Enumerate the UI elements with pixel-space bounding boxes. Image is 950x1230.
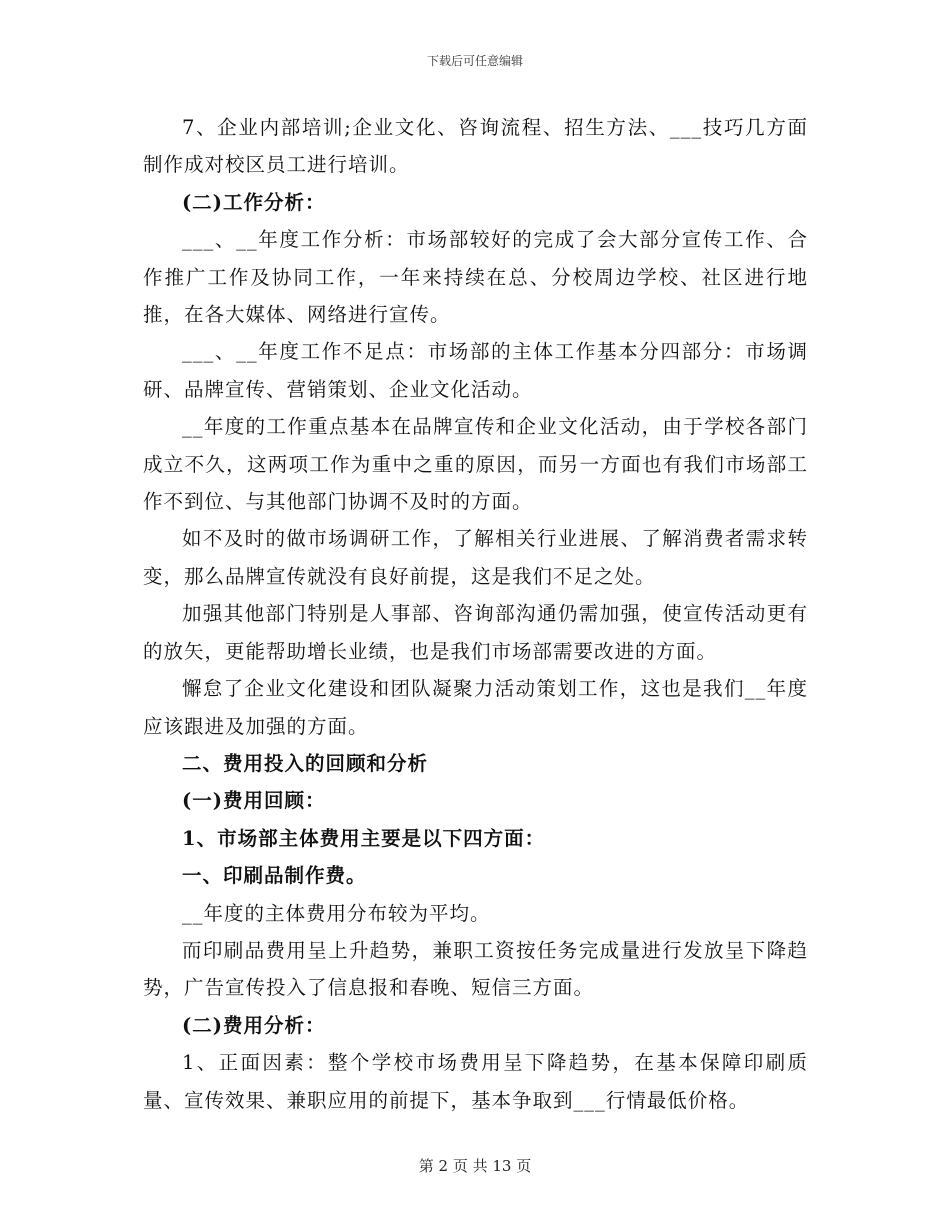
paragraph: ___、__年度工作分析：市场部较好的完成了会大部分宣传工作、合作推广工作及协同工作，一年来持续在总、分校周边学校、社区进行地推，在各大媒体、网络进行宣传。 bbox=[143, 228, 808, 327]
page-footer: 第 2 页 共 13 页 bbox=[418, 1157, 532, 1175]
section-heading: (二)工作分析： bbox=[182, 190, 326, 214]
paragraph: ___、__年度工作不足点：市场部的主体工作基本分四部分：市场调研、品牌宣传、营销策划、企业文化活动。 bbox=[143, 340, 808, 401]
section-heading: (二)费用分析： bbox=[182, 1013, 326, 1037]
page-header: 下载后可任意编辑 bbox=[426, 54, 523, 68]
document-body bbox=[143, 109, 808, 1119]
paragraph: __年度的主体费用分布较为平均。 bbox=[182, 901, 491, 925]
paragraph: __年度的工作重点基本在品牌宣传和企业文化活动，由于学校各部门成立不久，这两项工作为重中之重的原因，而另一方面也有我们市场部工作不到位、与其他部门协调不及时的方面。 bbox=[143, 415, 808, 514]
section-heading: 1、市场部主体费用主要是以下四方面： bbox=[182, 826, 546, 850]
paragraph: 1、正面因素：整个学校市场费用呈下降趋势，在基本保障印刷质量、宣传效果、兼职应用的前提下，基本争取到___行情最低价格。 bbox=[143, 1051, 808, 1112]
section-heading: 二、费用投入的回顾和分析 bbox=[182, 751, 429, 775]
paragraph: 7、企业内部培训;企业文化、咨询流程、招生方法、___技巧几方面制作成对校区员工进行培训。 bbox=[143, 116, 808, 177]
paragraph: 而印刷品费用呈上升趋势，兼职工资按任务完成量进行发放呈下降趋势，广告宣传投入了信息报和春晚、短信三方面。 bbox=[143, 938, 808, 1000]
section-heading: 一、印刷品制作费。 bbox=[182, 864, 367, 888]
paragraph: 加强其他部门特别是人事部、咨询部沟通仍需加强，使宣传活动更有的放矢，更能帮助增长业绩，也是我们市场部需要改进的方面。 bbox=[143, 602, 808, 663]
paragraph: 如不及时的做市场调研工作，了解相关行业进展、了解消费者需求转变，那么品牌宣传就没有良好前提，这是我们不足之处。 bbox=[143, 527, 808, 588]
section-heading: (一)费用回顾： bbox=[182, 789, 326, 813]
paragraph: 懈怠了企业文化建设和团队凝聚力活动策划工作，这也是我们__年度应该跟进及加强的方面。 bbox=[143, 677, 808, 738]
